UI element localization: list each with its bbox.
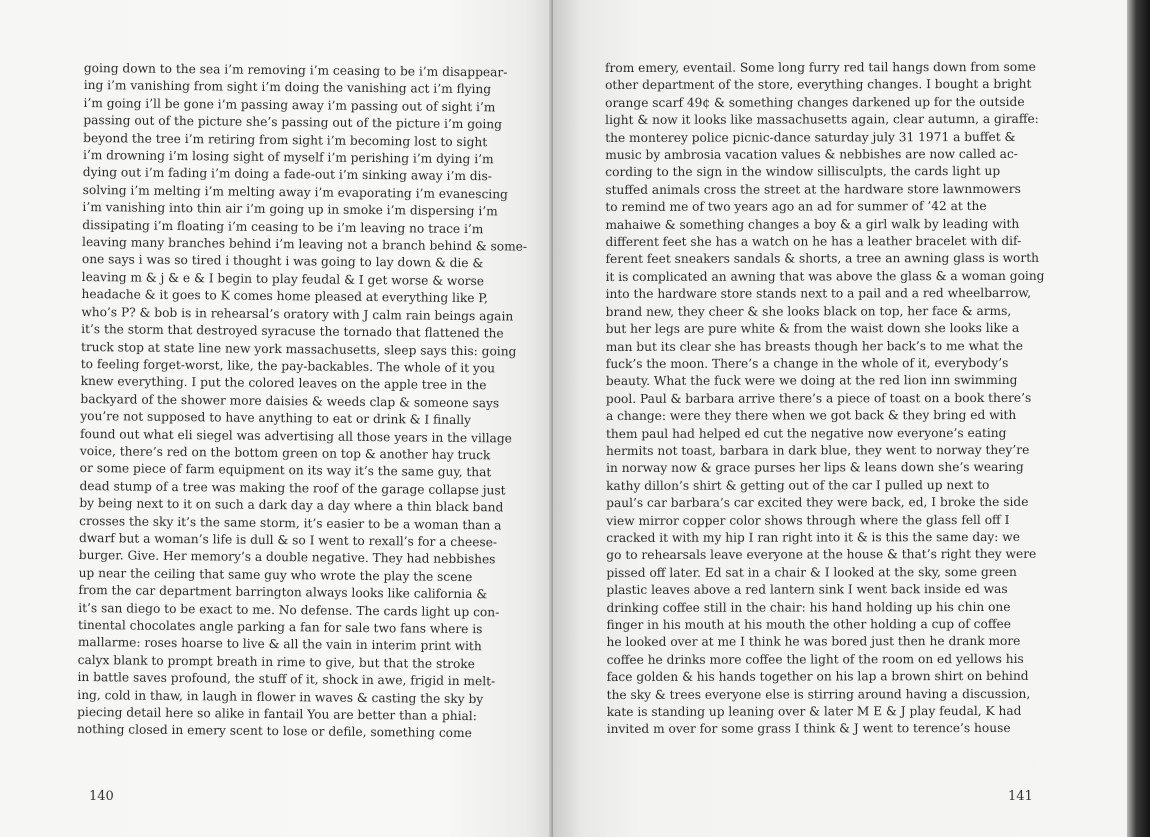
text-line: ferent feet sneakers sandals & shorts, a tree an awning glass is worth bbox=[605, 251, 1039, 267]
text-line: knew everything. I put the colored leaves on the apple tree in the bbox=[80, 374, 487, 393]
text-line: into the hardware store stands next to a pail and a red wheelbarrow, bbox=[605, 286, 1032, 302]
text-line: to remind me of two years ago an ad for summer of ’42 at the bbox=[605, 199, 987, 215]
text-line: fuck’s the moon. There’s a change in the whole of it, everybody’s bbox=[605, 355, 1009, 371]
text-line: piecing detail here so alike in fantail You are better than a phial: bbox=[77, 704, 477, 724]
text-line: paul’s car barbara’s car excited they were back, ed, I broke the side bbox=[606, 495, 1029, 511]
text-line: nothing closed in emery scent to lose or defile, something come bbox=[76, 722, 472, 741]
text-line: to feeling forget-worst, like, the pay-backables. The whole of it you bbox=[80, 356, 496, 376]
text-line: by being next to it on such a dark day a day where a thin black band bbox=[79, 496, 504, 515]
text-line: them paul had helped ed cut the negative now everyone’s eating bbox=[605, 425, 1007, 441]
text-line: i’m going i’ll be gone i’m passing away i’m passing out of sight i’m bbox=[83, 95, 496, 115]
right-page-text bbox=[605, 59, 1077, 739]
scan-edge-shadow bbox=[1127, 0, 1150, 837]
text-line: dwarf but a woman’s life is dull & so I went to rexall’s for a cheese- bbox=[78, 530, 498, 550]
text-line: light & now it looks like massachusetts again, clear autumn, a giraffe: bbox=[605, 112, 1039, 128]
text-line: it’s san diego to be exact to me. No defense. The cards light up con- bbox=[78, 600, 500, 619]
text-line: it is complicated an awning that was above the glass & a woman going bbox=[605, 268, 1045, 284]
text-line: view mirror copper color shows through where the glass fell off I bbox=[606, 512, 1010, 528]
text-line: plastic leaves above a red lantern sink I went back inside ed was bbox=[606, 582, 1008, 598]
text-line: finger in his mouth at his mouth the other holding a cup of coffee bbox=[606, 616, 1011, 632]
text-line: beyond the tree i’m retiring from sight i’m becoming lost to sight bbox=[83, 130, 488, 149]
text-line: but her legs are pure white & from the waist down she looks like a bbox=[605, 321, 1020, 337]
text-line: dead stump of a tree was making the roof of the garage collapse just bbox=[79, 478, 506, 498]
text-line: one says i was so tired i thought i was going to lay down & die & bbox=[81, 252, 484, 271]
text-line: leaving m & j & e & I begin to play feudal & I get worse & worse bbox=[81, 269, 485, 289]
text-line: pissed off later. Ed sat in a chair & I looked at the sky, some green bbox=[606, 564, 1017, 580]
text-line: crosses the sky it’s the same storm, it’s easier to be a woman than a bbox=[79, 513, 502, 532]
text-line: backyard of the shower more daisies & weeds clap & someone says bbox=[80, 391, 500, 411]
left-page bbox=[0, 0, 553, 837]
text-line: dying out i’m fading i’m doing a fade-out i’m sinking away i’m dis- bbox=[82, 165, 492, 184]
left-page-text bbox=[76, 60, 528, 743]
text-line: cording to the sign in the window sillisculpts, the cards light up bbox=[605, 164, 1001, 180]
text-line: orange scarf 49¢ & something changes darkened up for the outside bbox=[605, 94, 1025, 110]
text-line: in battle saves profound, the stuff of it, shock in awe, frigid in melt- bbox=[77, 670, 496, 689]
text-line: invited m over for some grass I think & J went to terence’s house bbox=[606, 721, 1011, 737]
text-line: voice, there’s red on the bottom green on top & another hay truck bbox=[79, 443, 491, 463]
text-line: mallarme: roses hoarse to live & all the vain in interim print with bbox=[77, 635, 482, 654]
text-line: going down to the sea i’m removing i’m ceasing to be i’m disappear- bbox=[83, 60, 508, 80]
text-line: music by ambrosia vacation values & nebbishes are now called ac- bbox=[605, 146, 1018, 163]
text-line: coffee he drinks more coffee the light of the room on ed yellows his bbox=[606, 651, 1024, 667]
text-line: dissipating i’m floating i’m ceasing to be i’m leaving no trace i’m bbox=[82, 217, 484, 236]
text-line: you’re not supposed to have anything to eat or drink & I finally bbox=[80, 409, 472, 428]
text-line: brand new, they cheer & she looks black on top, her face & arms, bbox=[605, 303, 1012, 319]
text-line: truck stop at state line new york massachusetts, sleep says this: going bbox=[80, 339, 517, 359]
text-line: beauty. What the fuck were we doing at the red lion inn swimming bbox=[605, 373, 1018, 389]
text-line: i’m drowning i’m losing sight of myself i’m perishing i’m dying i’m bbox=[82, 148, 494, 167]
text-line: mahaiwe & something changes a boy & a girl walk by leading with bbox=[605, 216, 1020, 232]
text-line: man but its clear she has breasts though her back’s to me what the bbox=[605, 338, 1023, 354]
text-line: the sky & trees everyone else is stirring around having a discussion, bbox=[606, 686, 1031, 702]
text-line: in norway now & grace purses her lips & leans down she’s wearing bbox=[606, 460, 1024, 476]
left-page-number: 140 bbox=[89, 789, 114, 804]
text-line: who’s P? & bob is in rehearsal’s oratory with J calm rain beings again bbox=[81, 304, 514, 324]
text-line: kate is standing up leaning over & later M E & J play feudal, K had bbox=[606, 703, 1022, 720]
text-line: tinental chocolates angle parking a fan for sale two fans where is bbox=[78, 617, 483, 637]
text-line: i’m vanishing into thin air i’m going up in smoke i’m dispersing i’m bbox=[82, 200, 498, 219]
text-line: drinking coffee still in the chair: his hand holding up his chin one bbox=[606, 599, 1011, 615]
text-line: cracked it with my hip I ran right into it & is this the same day: we bbox=[606, 529, 1020, 545]
text-line: solving i’m melting i’m melting away i’m evaporating i’m evanescing bbox=[82, 182, 508, 202]
text-line: stuffed animals cross the street at the hardware store lawnmowers bbox=[605, 181, 1021, 197]
text-line: from emery, eventail. Some long furry red tail hangs down from some bbox=[605, 59, 1036, 75]
text-line: the monterey police picnic-dance saturday july 31 1971 a buffet & bbox=[605, 129, 1016, 145]
text-line: headache & it goes to K comes home pleased at everything like P, bbox=[81, 287, 489, 306]
right-page bbox=[553, 0, 1127, 837]
text-line: other department of the store, everything changes. I bought a bright bbox=[605, 77, 1032, 93]
text-line: from the car department barrington always looks like california & bbox=[78, 583, 488, 602]
text-line: leaving many branches behind i’m leaving not a branch behind & some- bbox=[82, 235, 528, 254]
text-line: it’s the storm that destroyed syracuse the tornado that flattened the bbox=[81, 322, 504, 341]
text-line: calyx blank to prompt breath in rime to give, but that the stroke bbox=[77, 652, 476, 671]
text-line: ing, cold in thaw, in laugh in flower in waves & casting the sky by bbox=[77, 687, 484, 706]
text-line: pool. Paul & barbara arrive there’s a piece of toast on a book there’s bbox=[605, 390, 1032, 406]
text-line: a change: were they there when we got back & they bring ed with bbox=[605, 408, 1017, 424]
text-line: different feet she has a watch on he has a leather bracelet with dif- bbox=[605, 233, 1022, 250]
text-line: he looked over at me I think he was bored just then he drank more bbox=[606, 634, 1021, 650]
text-line: found out what eli siegel was advertising all those years in the village bbox=[80, 426, 512, 446]
text-line: kathy dillon’s shirt & getting out of the car I pulled up next to bbox=[606, 477, 990, 493]
text-line: hermits not toast, barbara in dark blue, they went to norway they’re bbox=[606, 442, 1030, 458]
text-line: ing i’m vanishing from sight i’m doing the vanishing act i’m flying bbox=[83, 78, 492, 97]
text-line: up near the ceiling that same guy who wrote the play the scene bbox=[78, 565, 473, 584]
text-line: go to rehearsals leave everyone at the house & that’s right they were bbox=[606, 547, 1037, 563]
right-page-number: 141 bbox=[1008, 789, 1033, 804]
text-line: passing out of the picture she’s passing out of the picture i’m going bbox=[83, 113, 503, 132]
text-line: burger. Give. Her memory’s a double negative. They had nebbishes bbox=[78, 548, 496, 567]
text-line: or some piece of farm equipment on its way it’s the same guy, that bbox=[79, 461, 492, 480]
text-line: face golden & his hands together on his lap a brown shirt on behind bbox=[606, 669, 1029, 685]
